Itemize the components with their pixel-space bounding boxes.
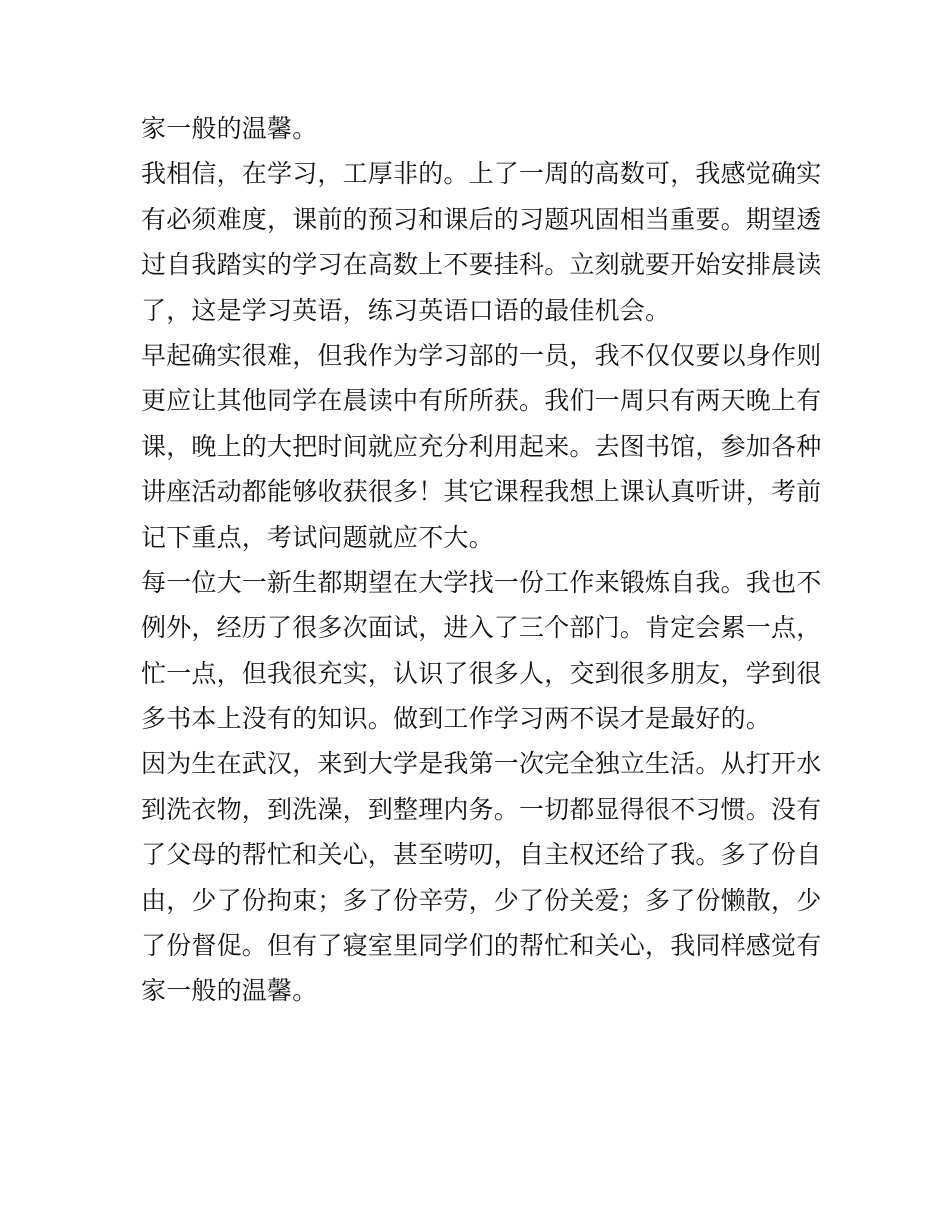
- text-line: 课，晚上的大把时间就应充分利用起来。去图书馆，参加各种: [141, 431, 822, 461]
- text-line: 忙一点，但我很充实，认识了很多人，交到很多朋友，学到很: [141, 658, 822, 688]
- text-line: 由，少了份拘束；多了份辛劳，少了份关爱；多了份懒散，少: [141, 885, 822, 915]
- text-line: 每一位大一新生都期望在大学找一份工作来锻炼自我。我也不: [141, 567, 822, 597]
- text-line: 因为生在武汉，来到大学是我第一次完全独立生活。从打开水: [141, 749, 822, 779]
- text-line: 例外，经历了很多次面试，进入了三个部门。肯定会累一点，: [141, 613, 822, 643]
- text-line: 到洗衣物，到洗澡，到整理内务。一切都显得很不习惯。没有: [141, 794, 822, 824]
- text-line: 家一般的温馨。: [141, 976, 318, 1006]
- text-line: 了，这是学习英语，练习英语口语的最佳机会。: [141, 295, 671, 325]
- text-line: 讲座活动都能够收获很多！其它课程我想上课认真听讲，考前: [141, 477, 822, 507]
- text-line: 记下重点，考试问题就应不大。: [141, 522, 494, 552]
- text-line: 我相信，在学习，工厚非的。上了一周的高数可，我感觉确实: [141, 159, 822, 189]
- document-body: [141, 106, 821, 1014]
- text-line: 家一般的温馨。: [141, 114, 318, 143]
- text-line: 多书本上没有的知识。做到工作学习两不误才是最好的。: [141, 704, 772, 734]
- text-line: 了份督促。但有了寝室里同学们的帮忙和关心，我同样感觉有: [141, 931, 822, 961]
- text-line: 有必须难度，课前的预习和课后的习题巩固相当重要。期望透: [141, 204, 822, 234]
- text-line: 早起确实很难，但我作为学习部的一员，我不仅仅要以身作则: [141, 340, 822, 370]
- text-line: 了父母的帮忙和关心，甚至唠叨，自主权还给了我。多了份自: [141, 840, 822, 870]
- text-line: 更应让其他同学在晨读中有所所获。我们一周只有两天晚上有: [141, 386, 822, 416]
- text-line: 过自我踏实的学习在高数上不要挂科。立刻就要开始安排晨读: [141, 250, 822, 280]
